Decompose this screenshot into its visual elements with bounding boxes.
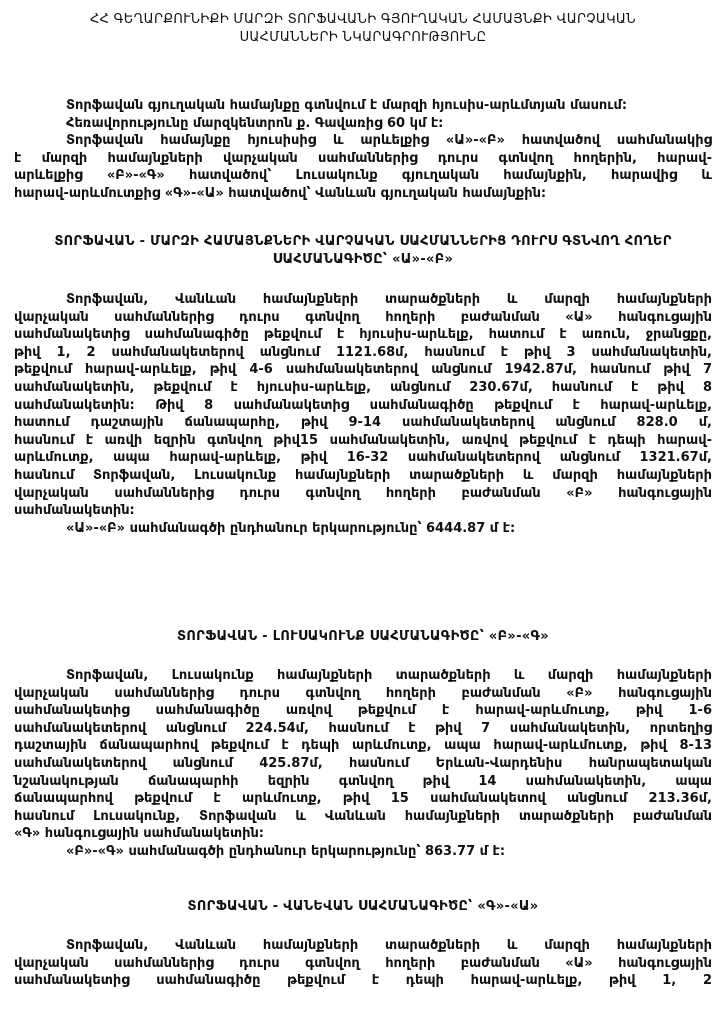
text-line: արևմուտք, ապա հարավ-արևելք, թիվ 16-32 սահմանակետերով անցնում 1321.67մ,: [14, 450, 712, 466]
heading-line: ՏՈՐՖԱՎԱՆ - ՄԱՐԶԻ ՀԱՄԱՅՆՔՆԵՐԻ ՎԱՐՉԱԿԱՆ ՍԱՀՄԱՆՆԵՐԻՑ ԴՈՒՐՍ ԳՏՆՎՈՂ ՀՈՂԵՐ: [54, 234, 672, 249]
text-line: հասնում Տորֆավան, Լուսակունք համայնքների տարածքների և մարզի համայնքների: [14, 467, 712, 483]
section-heading-b-g: [14, 628, 712, 646]
section-paragraph-b-g: [14, 667, 712, 861]
text-line: դաշտային ճանապարհով թեքվում է դեպի արևմուտք, ապա հարավ-արևմուտք, թիվ 8-13: [14, 738, 712, 754]
text-line: ճանապարհով թեքվում է արևմուտք, թիվ 15 սահմանակետով անցնում 213.36մ,: [14, 791, 712, 807]
text-line: «Գ» հանգուցային սահմանակետին:: [14, 826, 264, 842]
text-line: Տորֆավան, Վանևան համայնքների տարածքների և մարզի համայնքների: [66, 292, 712, 307]
text-line: Տորֆավան գյուղական համայնքը գտնվում է մարզի հյուսիս-արևմտյան մասում:: [66, 98, 628, 113]
heading-line: ՏՈՐՖԱՎԱՆ - ԼՈՒՍԱԿՈՒՆՔ ՍԱՀՄԱՆԱԳԻԾԸ՝ «Բ»-«Գ»: [177, 629, 549, 644]
text-line: սահմանակետերով անցնում 224.54մ, հասնում է թիվ 7 սահմանակետին, որտեղից: [14, 720, 712, 736]
text-line: հարավ-արևմուտքից «Գ»-«Ա» հատվածով՝ Վանևան գյուղական համայնքին:: [14, 185, 547, 201]
text-line: թիվ 1, 2 սահմանակետերով անցնում 1121.68մ, հասնում է թիվ 3 սահմանակետին,: [14, 344, 712, 360]
text-line: արևելքից «Բ»-«Գ» հատվածով՝ Լուսակունք գյուղական համայնքին, հարավից և: [14, 168, 712, 184]
text-line: հասնում է առվի եզրին գտնվող թիվ15 սահմանակետին, առվով թեքվում է դեպի հարավ-: [14, 432, 712, 448]
text-line: սահմանակետին: Թիվ 8 սահմանակետից սահմանագիծը թեքվում է հարավ-արևելք,: [14, 397, 712, 413]
intro-paragraph: [14, 97, 712, 203]
heading-line: ՍԱՀՄԱՆԱԳԻԾԸ՝ «Ա»-«Բ»: [272, 252, 454, 267]
text-line: Տորֆավան համայնքը հյուսիսից և արևելքից «Ա»-«Բ» հատվածով սահմանակից: [66, 133, 712, 149]
text-line: վարչական սահմաններից դուրս գտնվող հողերի բաժանման «Բ» հանգուցային: [14, 685, 712, 701]
section-paragraph-g-a: [14, 937, 712, 990]
text-line: Տորֆավան, Լուսակունք համայնքների տարածքների և մարզի համայնքների: [66, 668, 712, 683]
text-line: «Բ»-«Գ» սահմանագծի ընդհանուր երկարությունը՝ 863.77 մ է:: [66, 843, 506, 859]
text-line: «Ա»-«Բ» սահմանագծի ընդհանուր երկարությունը՝ 6444.87 մ է:: [66, 520, 516, 536]
text-line: թեքվում հարավ-արևելք, թիվ 4-6 սահմանակետերով անցնում 1942.87մ, հասնում թիվ 7: [14, 362, 712, 378]
text-line: Տորֆավան, Վանևան համայնքների տարածքների և մարզի համայնքների: [66, 938, 712, 953]
text-line: վարչական սահմաններից դուրս գտնվող հողերի բաժանման «Բ» հանգուցային: [14, 485, 712, 501]
text-line: վարչական սահմաններից դուրս գտնվող հողերի բաժանման «Ա» հանգուցային: [14, 955, 712, 971]
heading-line: ՀՀ ԳԵՂԱՐՔՈՒՆԻՔԻ ՄԱՐԶԻ ՏՈՐՖԱՎԱՆԻ ԳՅՈՒՂԱԿԱՆ ՀԱՄԱՅՆՔԻ ՎԱՐՉԱԿԱՆ: [90, 12, 636, 27]
text-line: սահմանակետերով անցնում 425.87մ, հասնում Երևան-Վարդենիս հանրապետական: [14, 755, 712, 771]
text-line: է մարզի համայնքների վարչական սահմաններից դուրս գտնվող հողերին, հարավ-: [14, 150, 712, 166]
text-line: սահմանակետին, թեքվում է հյուսիս-արևելք, անցնում 230.67մ, հասնում է թիվ 8: [14, 379, 712, 395]
document-title: [14, 11, 712, 47]
heading-line: ՍԱՀՄԱՆՆԵՐԻ ՆԿԱՐԱԳՐՈՒԹՅՈՒՆԸ: [239, 30, 487, 45]
text-line: հասնում Լուսակունք, Տորֆավան և Վանևան համայնքների տարածքների բաժանման: [14, 808, 712, 824]
heading-line: ՏՈՐՖԱՎԱՆ - ՎԱՆԵՎԱՆ ՍԱՀՄԱՆԱԳԻԾԸ՝ «Գ»-«Ա»: [187, 899, 539, 914]
text-line: վարչական սահմաններից դուրս գտնվող հողերի բաժանման «Ա» հանգուցային: [14, 309, 712, 325]
section-heading-g-a: [14, 898, 712, 916]
text-line: սահմանակետից սահմանագիծը առվով թեքվում է հարավ-արևմուտք, թիվ 1-6: [14, 703, 712, 719]
text-line: նշանակության ճանապարհի եզրին գտնվող թիվ 14 սահմանակետին, ապա: [14, 773, 712, 789]
text-line: սահմանակետից սահմանագիծը թեքվում է դեպի հարավ-արևելք, թիվ 1, 2: [14, 973, 712, 989]
text-line: հատում դաշտային ճանապարհը, թիվ 9-14 սահմանակետերով անցնում 828.0 մ,: [14, 415, 712, 431]
section-paragraph-a-b: [14, 291, 712, 537]
section-heading-a-b: [14, 233, 712, 269]
text-line: սահմանակետից սահմանագիծը թեքվում է հյուսիս-արևելք, հատում է առուն, ջրանցքը,: [14, 327, 712, 343]
text-line: Հեռավորությունը մարզկենտրոն ք. Գավառից 60 կմ է:: [66, 115, 444, 131]
text-line: սահմանակետին:: [14, 503, 135, 519]
